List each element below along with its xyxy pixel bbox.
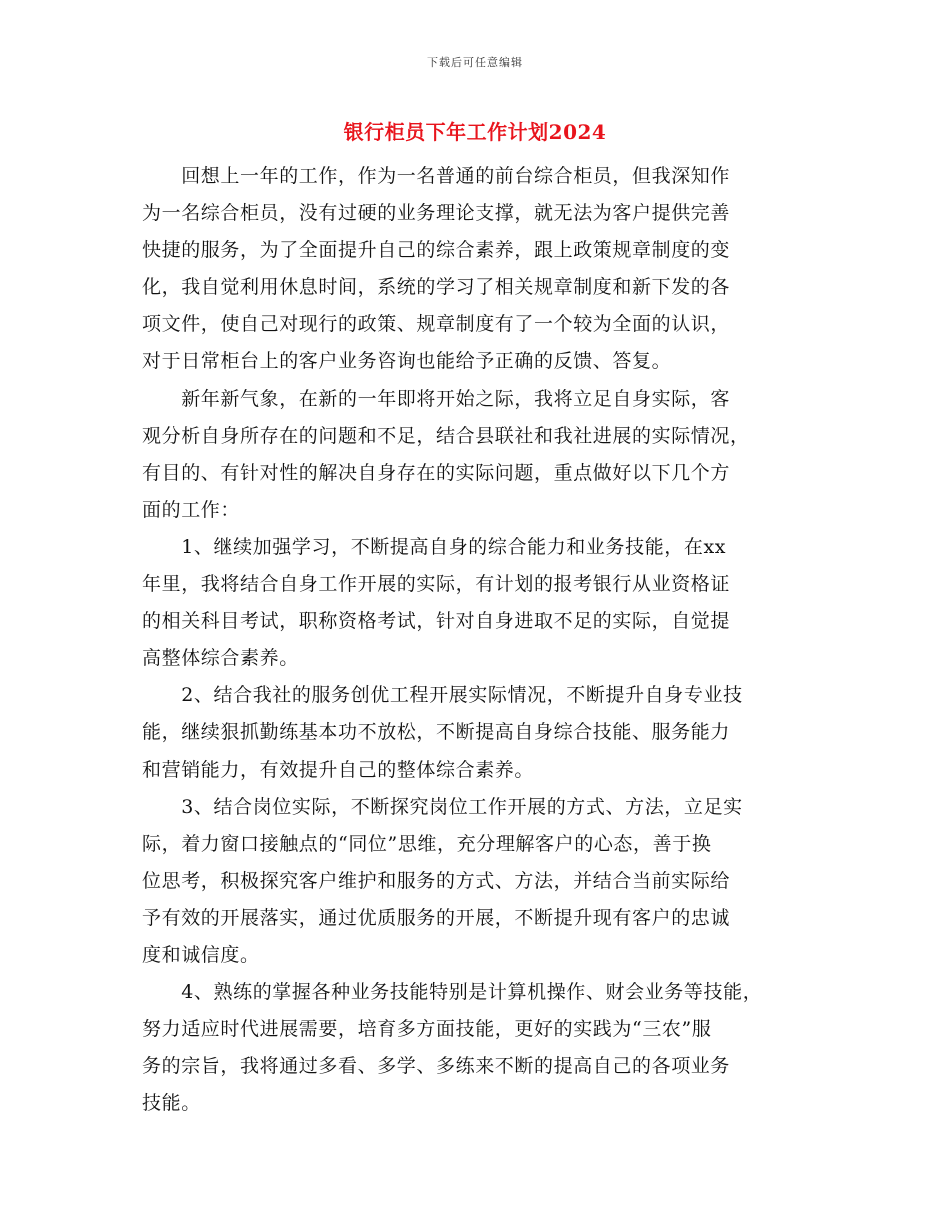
paragraph-line: 有目的、有针对性的解决自身存在的实际问题，重点做好以下几个方 xyxy=(142,461,731,484)
paragraph-line: 新年新气象，在新的一年即将开始之际，我将立足自身实际，客 xyxy=(142,387,731,410)
header-note: 下载后可任意编辑 xyxy=(427,56,523,69)
paragraph-line: 观分析自身所存在的问题和不足，结合县联社和我社进展的实际情况， xyxy=(142,424,750,447)
paragraph-line: 3、结合岗位实际，不断探究岗位工作开展的方式、方法，立足实 xyxy=(142,795,743,818)
paragraph-4 xyxy=(142,677,832,788)
paragraph-3 xyxy=(142,529,832,677)
paragraph-6 xyxy=(142,974,832,1122)
paragraph-line: 和营销能力，有效提升自己的整体综合素养。 xyxy=(142,758,535,781)
paragraph-1 xyxy=(142,158,832,381)
paragraph-line: 能，继续狠抓勤练基本功不放松，不断提高自身综合技能、服务能力 xyxy=(142,721,731,744)
paragraph-line: 对于日常柜台上的客户业务咨询也能给予正确的反馈、答复。 xyxy=(142,350,672,373)
paragraph-5 xyxy=(142,789,832,974)
paragraph-line: 际，着力窗口接触点的“同位”思维，充分理解客户的心态，善于换 xyxy=(142,832,712,855)
paragraph-line: 2、结合我社的服务创优工程开展实际情况，不断提升自身专业技 xyxy=(142,684,743,707)
paragraph-line: 回想上一年的工作，作为一名普通的前台综合柜员，但我深知作 xyxy=(142,165,731,187)
paragraph-line: 务的宗旨，我将通过多看、多学、多练来不断的提高自己的各项业务 xyxy=(142,1055,731,1078)
paragraph-line: 年里，我将结合自身工作开展的实际，有计划的报考银行从业资格证 xyxy=(142,573,731,596)
paragraph-line: 技能。 xyxy=(142,1092,201,1115)
paragraph-line: 1、继续加强学习，不断提高自身的综合能力和业务技能，在xx xyxy=(142,535,727,558)
paragraph-line: 予有效的开展落实，通过优质服务的开展，不断提升现有客户的忠诚 xyxy=(142,906,731,929)
paragraph-line: 项文件，使自己对现行的政策、规章制度有了一个较为全面的认识， xyxy=(142,313,731,336)
paragraph-line: 化，我自觉利用休息时间，系统的学习了相关规章制度和新下发的各 xyxy=(142,276,731,299)
paragraph-line: 努力适应时代进展需要，培育多方面技能，更好的实践为“三农”服 xyxy=(142,1018,712,1041)
paragraph-line: 度和诚信度。 xyxy=(142,943,260,966)
paragraph-line: 4、熟练的掌握各种业务技能特别是计算机操作、财会业务等技能， xyxy=(142,981,763,1004)
paragraph-line: 为一名综合柜员，没有过硬的业务理论支撑，就无法为客户提供完善 xyxy=(142,202,731,225)
document-title: 银行柜员下年工作计划2024 xyxy=(343,120,607,144)
paragraph-line: 高整体综合素养。 xyxy=(142,647,299,670)
paragraph-line: 的相关科目考试，职称资格考试，针对自身进取不足的实际，自觉提 xyxy=(142,610,731,633)
paragraph-line: 面的工作： xyxy=(142,498,241,521)
paragraph-line: 快捷的服务，为了全面提升自己的综合素养，跟上政策规章制度的变 xyxy=(142,239,731,262)
paragraph-2 xyxy=(142,381,832,529)
paragraph-line: 位思考，积极探究客户维护和服务的方式、方法，并结合当前实际给 xyxy=(142,869,731,892)
document-body xyxy=(142,158,832,1122)
